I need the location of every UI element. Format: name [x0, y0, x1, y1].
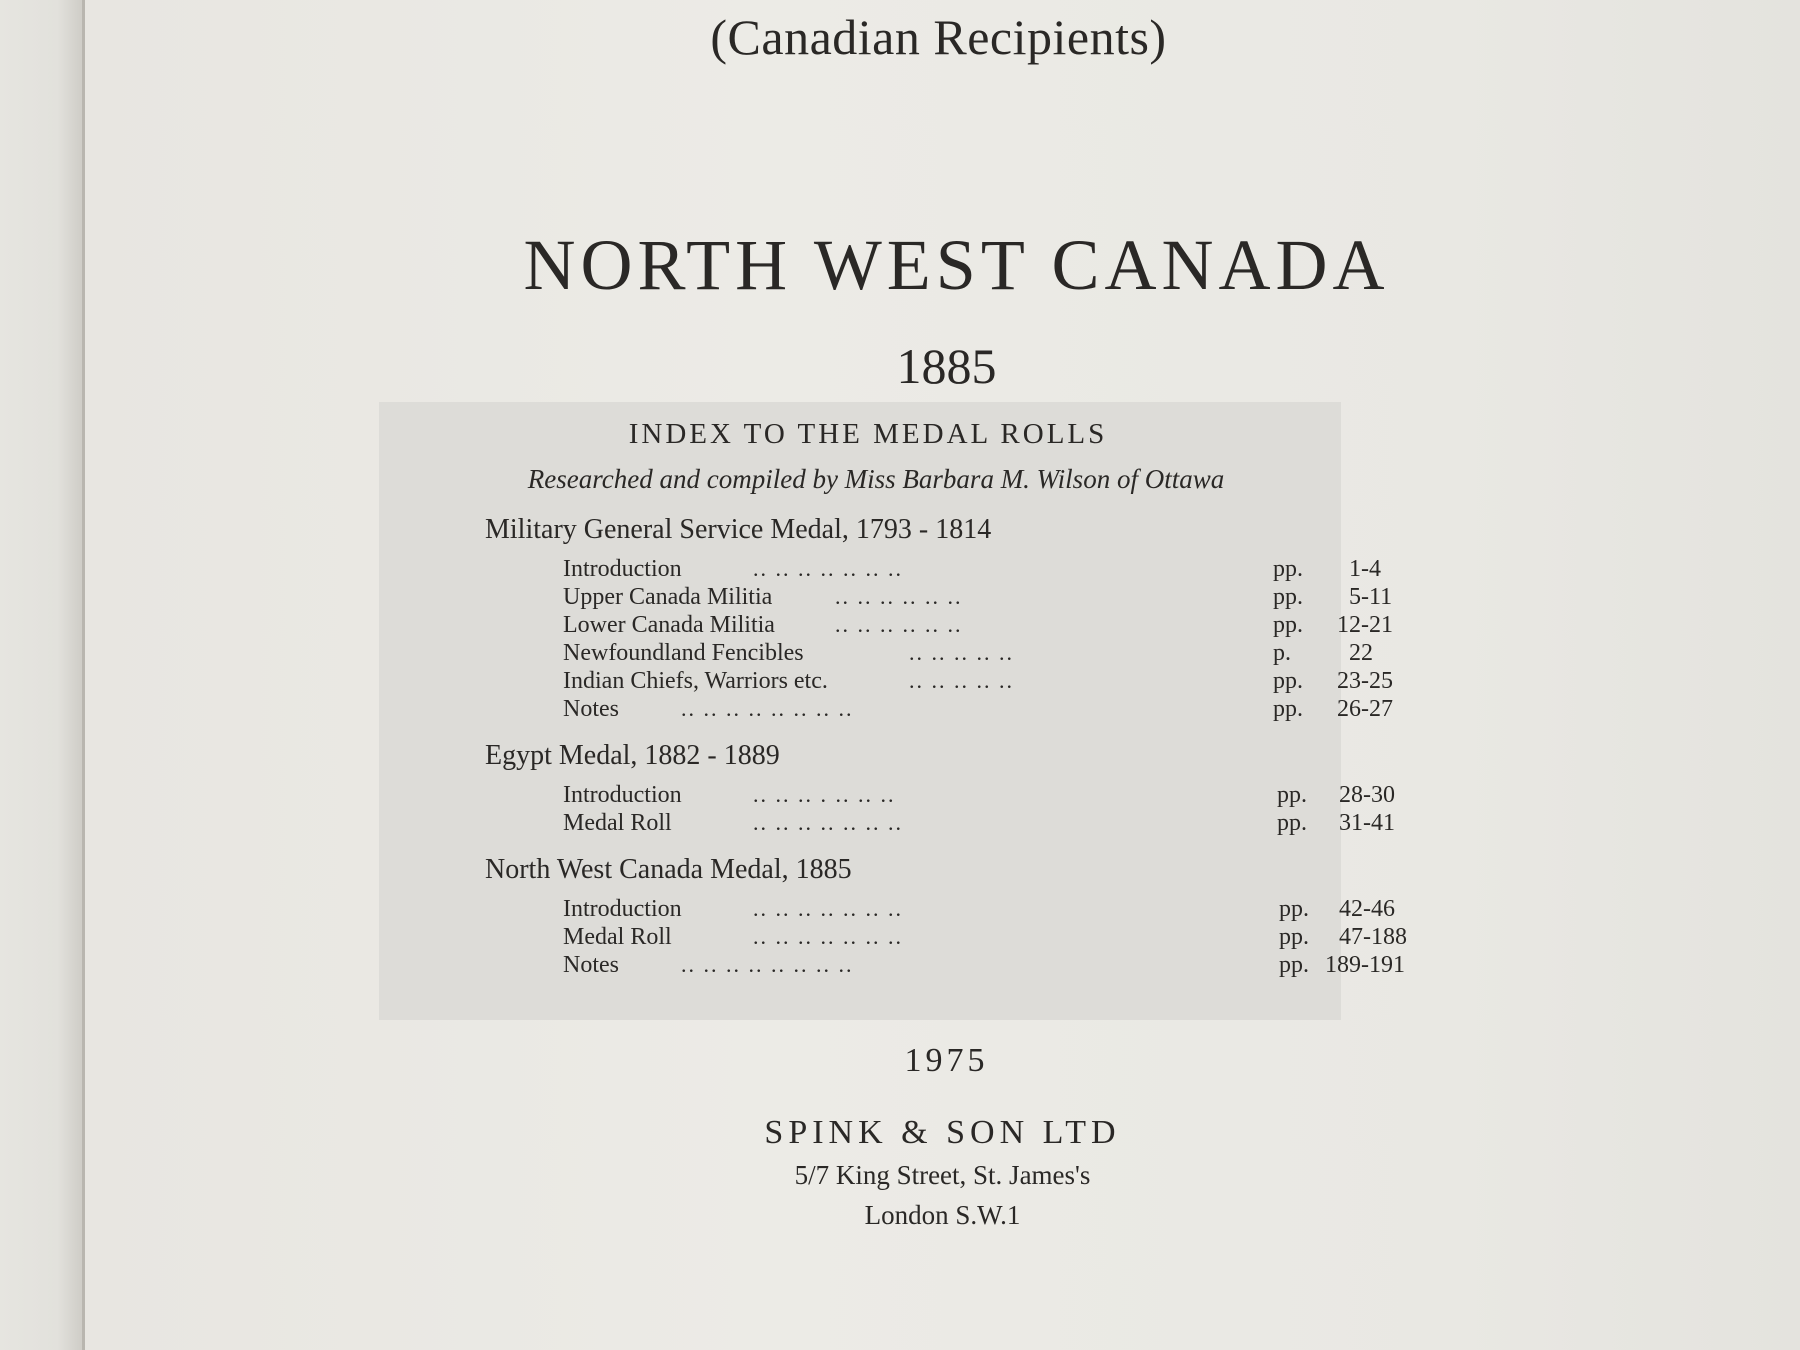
entry-leader-dots: .. .. .. .. .. .. ..	[753, 924, 903, 949]
index-panel	[379, 402, 1407, 1020]
entry-page-abbr: pp.	[1273, 668, 1303, 694]
entry-label: Introduction	[563, 782, 682, 808]
entry-page-abbr: pp.	[1273, 696, 1303, 722]
index-entry	[563, 584, 1503, 612]
entry-page-range: 22	[1349, 640, 1373, 666]
entry-page-abbr: pp.	[1277, 782, 1307, 808]
entry-leader-dots: .. .. .. .. ..	[909, 668, 1014, 693]
entry-page-range: 189-191	[1325, 952, 1405, 978]
index-entry	[563, 612, 1503, 640]
entry-page-range: 31-41	[1339, 810, 1395, 836]
entry-page-abbr: pp.	[1277, 810, 1307, 836]
publication-year: 1975	[904, 1042, 989, 1079]
index-entry	[563, 668, 1503, 696]
entry-page-range: 12-21	[1337, 612, 1393, 638]
entry-leader-dots: .. .. .. .. .. .. .. ..	[681, 696, 854, 721]
entry-page-range: 26-27	[1337, 696, 1393, 722]
entry-page-abbr: pp.	[1279, 896, 1309, 922]
entry-label: Medal Roll	[563, 924, 672, 950]
entry-page-range: 23-25	[1337, 668, 1393, 694]
subtitle: (Canadian Recipients)	[710, 9, 1167, 65]
entry-page-abbr: pp.	[1279, 924, 1309, 950]
index-entry	[563, 952, 1503, 980]
facing-page	[0, 0, 82, 1350]
entry-page-range: 42-46	[1339, 896, 1395, 922]
index-entry	[563, 896, 1503, 924]
title-page	[85, 0, 1800, 1350]
main-year: 1885	[896, 338, 997, 394]
entry-leader-dots: .. .. .. .. .. ..	[835, 584, 963, 609]
entry-page-range: 5-11	[1349, 584, 1393, 610]
entry-page-abbr: pp.	[1273, 556, 1303, 582]
entry-page-abbr: pp.	[1279, 952, 1309, 978]
index-entry	[563, 640, 1503, 668]
entry-label: Upper Canada Militia	[563, 584, 773, 610]
entry-leader-dots: .. .. .. .. .. ..	[835, 612, 963, 637]
entry-page-range: 47-188	[1339, 924, 1407, 950]
entry-label: Introduction	[563, 556, 682, 582]
entry-label: Introduction	[563, 896, 682, 922]
index-entry	[563, 924, 1503, 952]
index-entry	[563, 556, 1503, 584]
entry-page-abbr: pp.	[1273, 584, 1303, 610]
entry-leader-dots: .. .. .. .. .. .. ..	[753, 896, 903, 921]
entry-label: Notes	[563, 696, 619, 722]
section-title-egypt: Egypt Medal, 1882 - 1889	[485, 740, 780, 771]
entry-label: Medal Roll	[563, 810, 672, 836]
section-title-nwc: North West Canada Medal, 1885	[485, 854, 852, 885]
section-title-mgs: Military General Service Medal, 1793 - 1814	[485, 514, 992, 545]
entry-leader-dots: .. .. .. .. .. .. ..	[753, 810, 903, 835]
entry-label: Lower Canada Militia	[563, 612, 775, 638]
index-entry	[563, 782, 1503, 810]
entry-leader-dots: .. .. .. .. .. .. .. ..	[681, 952, 854, 977]
index-entry	[563, 696, 1503, 724]
entry-page-abbr: pp.	[1273, 612, 1303, 638]
index-entry	[563, 810, 1503, 838]
entry-label: Notes	[563, 952, 619, 978]
publisher-address-line2: London S.W.1	[864, 1200, 1021, 1230]
entry-page-range: 28-30	[1339, 782, 1395, 808]
index-credit: Researched and compiled by Miss Barbara M. Wilson of Ottawa	[527, 464, 1225, 494]
index-heading: INDEX TO THE MEDAL ROLLS	[628, 418, 1108, 450]
entry-leader-dots: .. .. .. .. .. .. ..	[753, 556, 903, 581]
entry-page-range: 1-4	[1349, 556, 1381, 582]
entry-page-abbr: p.	[1273, 640, 1291, 666]
main-title: NORTH WEST CANADA	[523, 225, 1390, 305]
publisher-name: SPINK & SON LTD	[764, 1114, 1121, 1151]
entry-label: Newfoundland Fencibles	[563, 640, 804, 666]
entry-label: Indian Chiefs, Warriors etc.	[563, 668, 828, 694]
publisher-address-line1: 5/7 King Street, St. James's	[794, 1160, 1091, 1190]
entry-leader-dots: .. .. .. . .. .. ..	[753, 782, 896, 807]
entry-leader-dots: .. .. .. .. ..	[909, 640, 1014, 665]
